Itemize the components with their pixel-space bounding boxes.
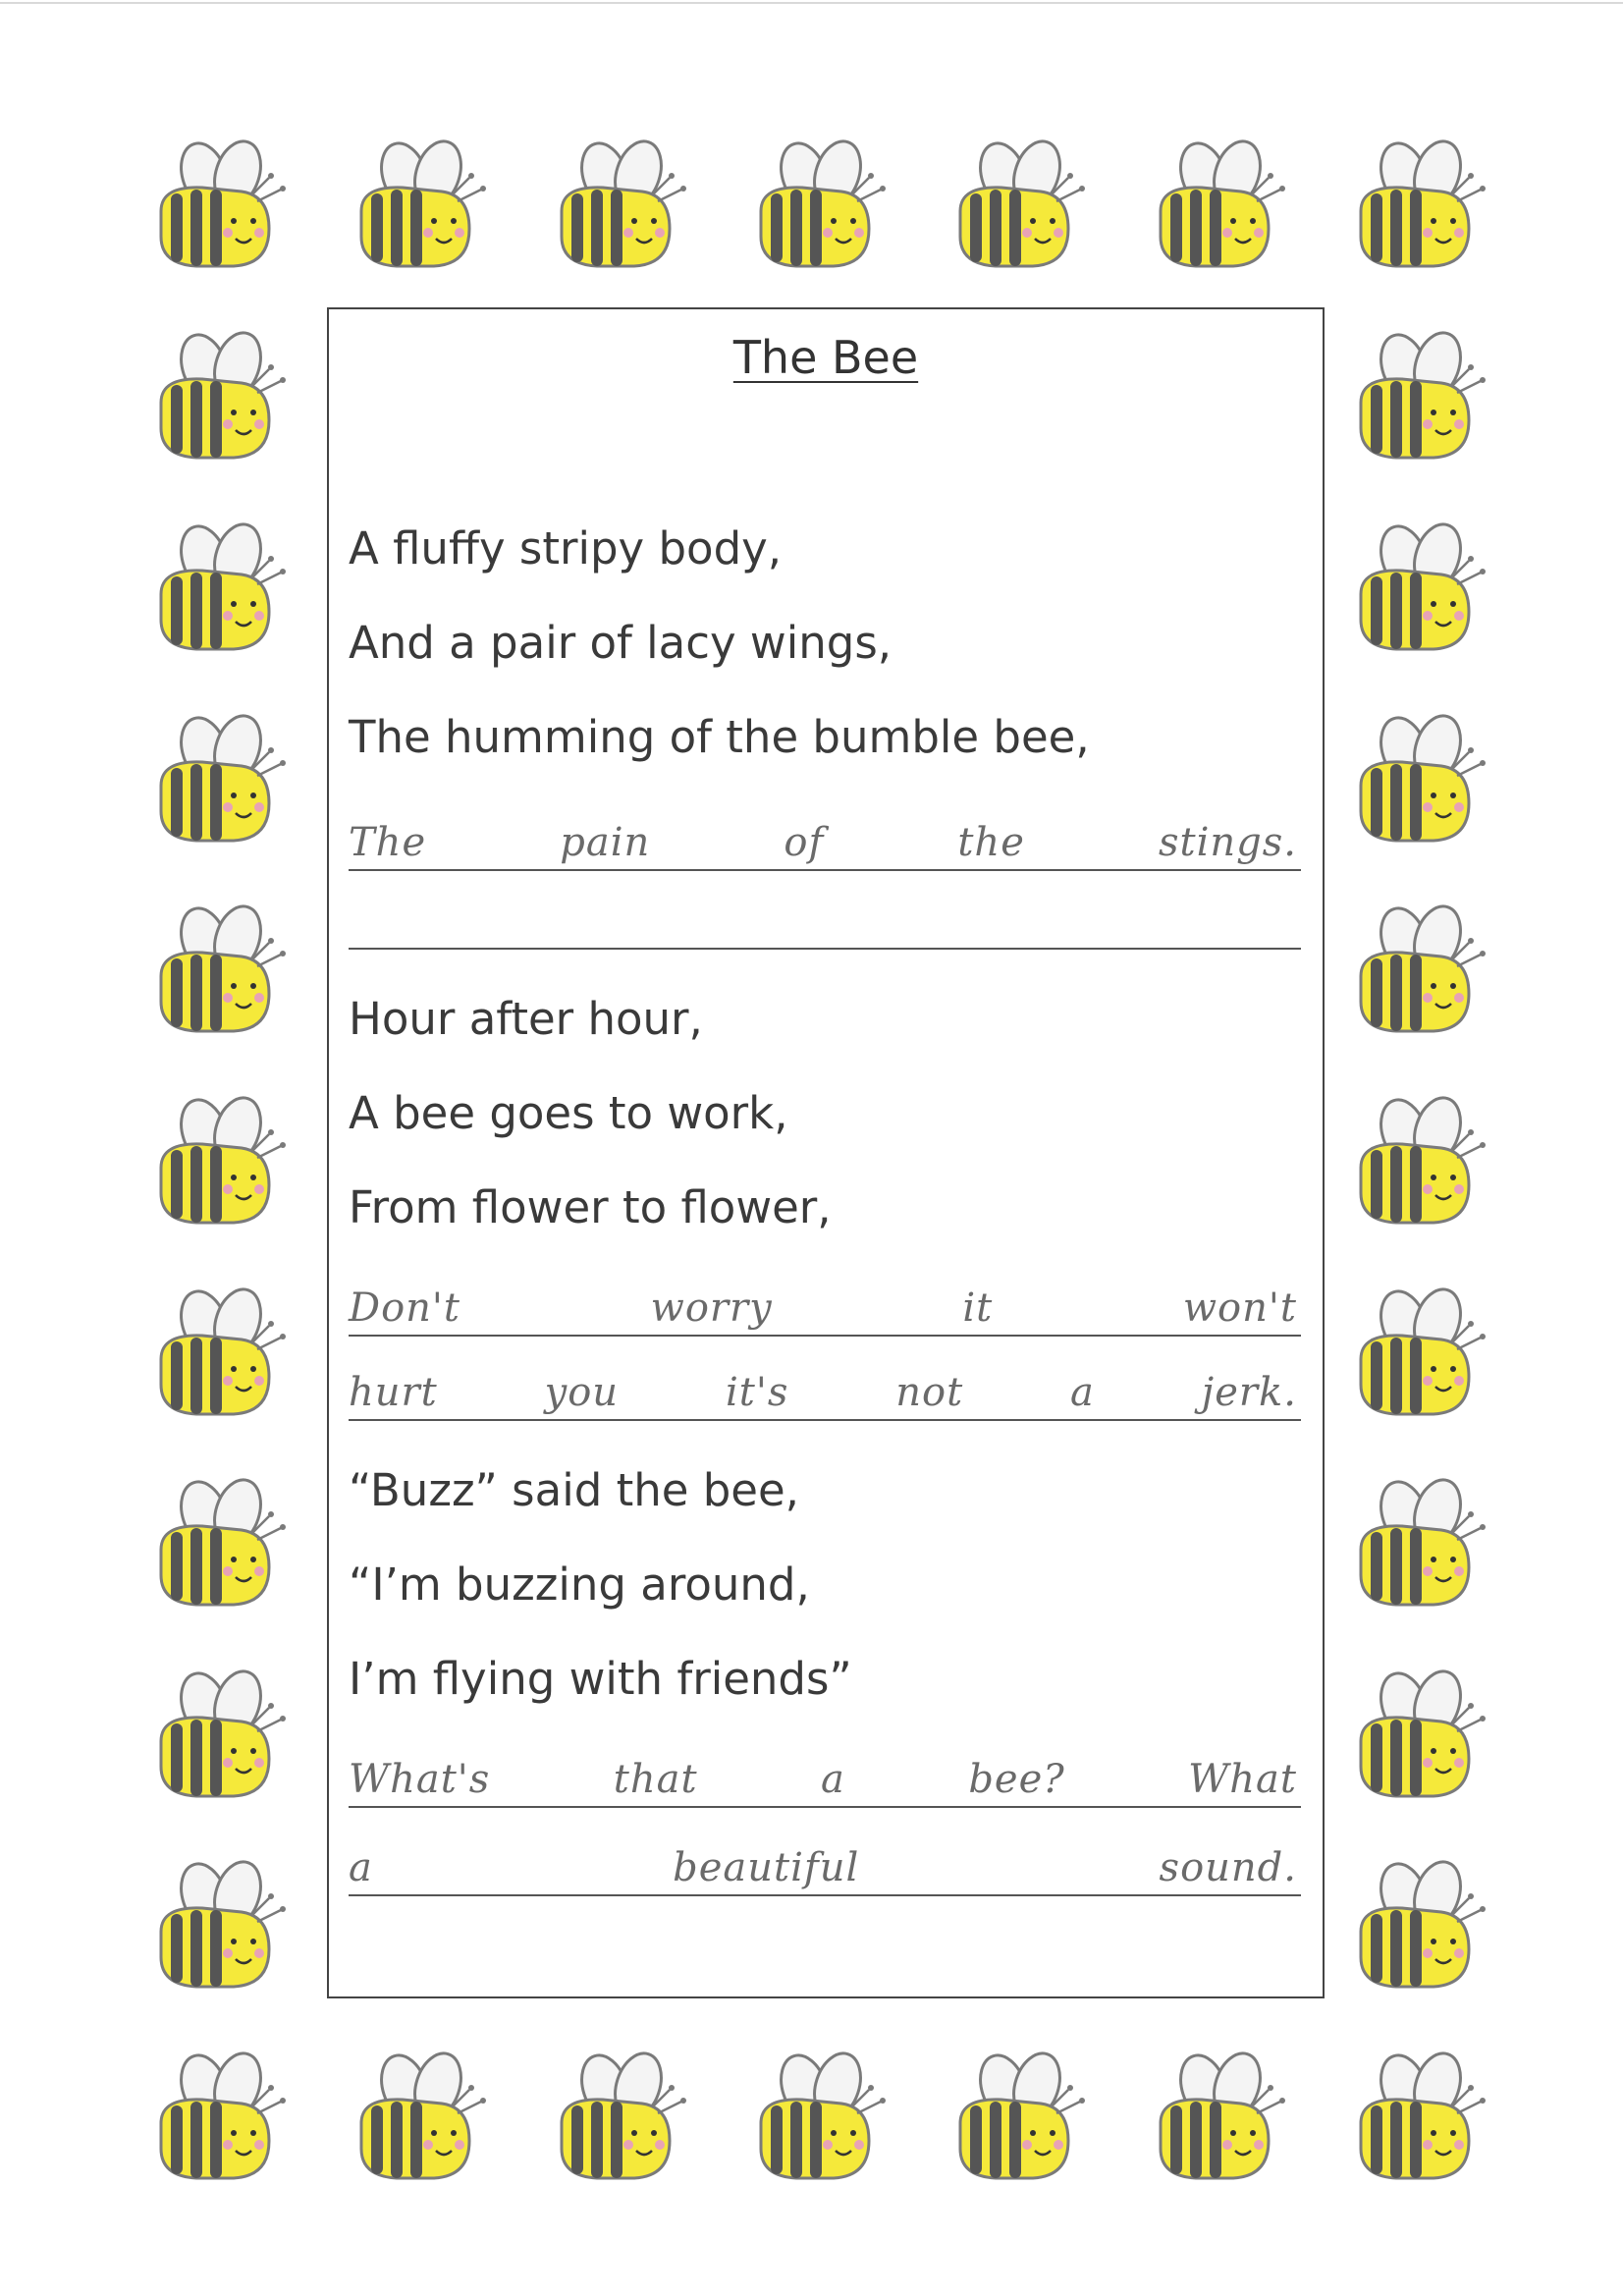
handwritten-text bbox=[349, 820, 1301, 865]
writing-line bbox=[349, 812, 1301, 871]
scan-edge-line bbox=[0, 2, 1623, 4]
bee-icon bbox=[344, 2047, 491, 2194]
bee-icon bbox=[143, 1855, 291, 2002]
poem-title: The Bee bbox=[732, 331, 919, 384]
handwritten-word: worry bbox=[650, 1285, 773, 1331]
bee-icon bbox=[143, 1283, 291, 1430]
bee-icon bbox=[143, 1665, 291, 1812]
poem-line: A bee goes to work, bbox=[349, 1087, 788, 1139]
bee-icon bbox=[1343, 135, 1490, 282]
bee-icon bbox=[1143, 2047, 1290, 2194]
handwritten-text bbox=[349, 1285, 1301, 1331]
poem-line: From flower to flower, bbox=[349, 1181, 832, 1233]
bee-icon bbox=[943, 135, 1090, 282]
handwritten-word: you bbox=[544, 1370, 620, 1415]
handwritten-word: jerk. bbox=[1201, 1370, 1297, 1415]
handwritten-word: of bbox=[784, 820, 825, 865]
bee-icon bbox=[344, 135, 491, 282]
bee-icon bbox=[1343, 1283, 1490, 1430]
writing-line bbox=[349, 1278, 1301, 1337]
bee-icon bbox=[544, 2047, 691, 2194]
poem-line: And a pair of lacy wings, bbox=[349, 617, 893, 669]
bee-icon bbox=[143, 900, 291, 1047]
bee-icon bbox=[143, 1473, 291, 1620]
bee-icon bbox=[143, 326, 291, 473]
handwritten-word: pain bbox=[560, 820, 651, 865]
handwritten-word: it bbox=[962, 1285, 994, 1331]
handwritten-word: won't bbox=[1182, 1285, 1297, 1331]
handwritten-word: bee? bbox=[968, 1757, 1065, 1802]
bee-icon bbox=[743, 135, 891, 282]
handwritten-word: stings. bbox=[1158, 820, 1297, 865]
bee-icon bbox=[1343, 1473, 1490, 1620]
bee-icon bbox=[1343, 709, 1490, 856]
handwritten-text bbox=[349, 1845, 1301, 1890]
writing-line bbox=[349, 1837, 1301, 1896]
handwritten-word: it's bbox=[725, 1370, 789, 1415]
writing-line bbox=[349, 891, 1301, 950]
handwritten-word: the bbox=[957, 820, 1025, 865]
handwritten-word: a bbox=[821, 1757, 845, 1802]
poem-line: “Buzz” said the bee, bbox=[349, 1464, 799, 1516]
poem-line: Hour after hour, bbox=[349, 993, 703, 1045]
poem-line: The humming of the bumble bee, bbox=[349, 711, 1090, 763]
poem-line: A fluffy stripy body, bbox=[349, 522, 783, 574]
bee-icon bbox=[1343, 2047, 1490, 2194]
writing-line bbox=[349, 1749, 1301, 1808]
bee-icon bbox=[143, 2047, 291, 2194]
bee-icon bbox=[143, 518, 291, 665]
handwritten-word: beautiful bbox=[673, 1845, 860, 1890]
bee-icon bbox=[143, 135, 291, 282]
handwritten-word: a bbox=[1070, 1370, 1095, 1415]
bee-icon bbox=[1343, 1665, 1490, 1812]
bee-icon bbox=[1343, 326, 1490, 473]
poem-line: I’m flying with friends” bbox=[349, 1653, 852, 1705]
poem-box bbox=[327, 307, 1325, 1998]
handwritten-word: What's bbox=[349, 1757, 491, 1802]
bee-icon bbox=[743, 2047, 891, 2194]
bee-icon bbox=[1143, 135, 1290, 282]
handwritten-word: a bbox=[349, 1845, 373, 1890]
writing-line bbox=[349, 1362, 1301, 1421]
poem-line: “I’m buzzing around, bbox=[349, 1558, 810, 1611]
handwritten-word: not bbox=[895, 1370, 964, 1415]
bee-icon bbox=[1343, 1855, 1490, 2002]
handwritten-word: Don't bbox=[349, 1285, 460, 1331]
bee-icon bbox=[143, 709, 291, 856]
bee-icon bbox=[1343, 518, 1490, 665]
bee-icon bbox=[1343, 1091, 1490, 1238]
handwritten-word: that bbox=[613, 1757, 698, 1802]
handwritten-text bbox=[349, 1757, 1301, 1802]
bee-icon bbox=[544, 135, 691, 282]
bee-icon bbox=[1343, 900, 1490, 1047]
handwritten-text bbox=[349, 1370, 1301, 1415]
handwritten-word: The bbox=[349, 820, 427, 865]
handwritten-word: sound. bbox=[1159, 1845, 1297, 1890]
bee-icon bbox=[143, 1091, 291, 1238]
bee-icon bbox=[943, 2047, 1090, 2194]
handwritten-word: What bbox=[1188, 1757, 1297, 1802]
handwritten-word: hurt bbox=[349, 1370, 438, 1415]
